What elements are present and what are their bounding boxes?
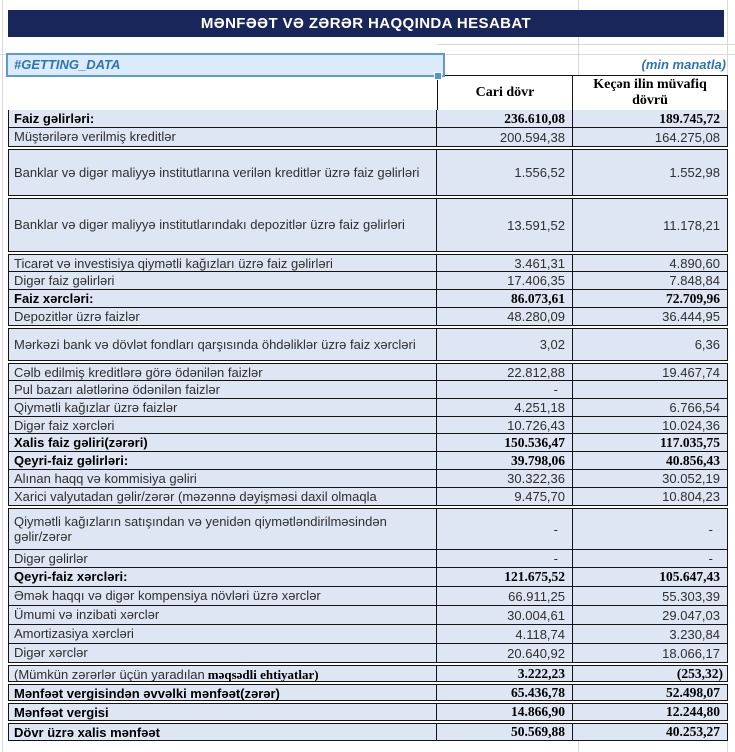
table-row [8, 625, 728, 644]
table-row [8, 606, 728, 625]
table-row [8, 550, 728, 568]
cell-previous[interactable]: - [573, 509, 728, 549]
cell-label[interactable]: Depozitlər üzrə faizlər [8, 308, 437, 325]
cell-previous[interactable]: 164.275,08 [573, 128, 728, 146]
cell-label[interactable]: Pul bazarı alətlərinə ödənilən faizlər [8, 381, 437, 398]
cell-current[interactable]: 4.118,74 [437, 625, 573, 643]
cell-label[interactable]: Banklar və digər maliyyə institutlarındakı depozitlər üzrə faiz gəlirləri [8, 199, 437, 251]
cell-label[interactable]: Qiymətli kağızlar üzrə faizlər [8, 399, 437, 416]
cell-current[interactable]: 4.251,18 [437, 399, 573, 416]
cell-current[interactable]: 22.812,88 [437, 364, 573, 380]
cell-previous[interactable]: - [573, 550, 728, 567]
table-row [8, 399, 728, 417]
table-row [8, 568, 728, 587]
table-row [8, 684, 728, 701]
cell-previous[interactable]: 3.230,84 [573, 625, 728, 643]
cell-previous[interactable]: 52.498,07 [573, 685, 728, 700]
table-row [8, 703, 728, 721]
cell-previous[interactable]: 189.745,72 [573, 110, 728, 127]
cell-previous[interactable]: 40.856,43 [573, 452, 728, 469]
cell-current[interactable]: 48.280,09 [437, 308, 573, 325]
table-row [8, 110, 728, 128]
cell-current[interactable]: 1.556,52 [437, 150, 573, 195]
cell-label[interactable]: Qeyri-faiz gəlirləri: [8, 452, 437, 469]
table-row [8, 149, 728, 196]
cell-label[interactable]: Qiymətli kağızların satışından və yenidən qiymətləndirilməsindən gəlir/zərər [8, 509, 437, 549]
cell-previous[interactable]: 6,36 [573, 329, 728, 360]
cell-label[interactable]: Əmək haqqı və digər kompensiya növləri üzrə xərclər [8, 587, 437, 605]
cell-current[interactable]: 3,02 [437, 329, 573, 360]
cell-previous[interactable]: 40.253,27 [573, 724, 728, 740]
corner-header-cell[interactable] [8, 75, 437, 110]
cell-previous[interactable]: 1.552,98 [573, 150, 728, 195]
table-row [8, 665, 728, 682]
cell-label[interactable]: Ticarət və investisiya qiymətli kağızları üzrə faiz gəlirləri [8, 255, 437, 271]
cell-label[interactable]: Ümumi və inzibati xərclər [8, 606, 437, 624]
cell-current[interactable]: 66.911,25 [437, 587, 573, 605]
cell-label[interactable]: Faiz xərcləri: [8, 290, 437, 307]
table-row [8, 290, 728, 308]
table-row [8, 723, 728, 741]
table-row [8, 328, 728, 361]
table-row [8, 128, 728, 147]
table-row [8, 508, 728, 550]
cell-current[interactable]: 121.675,52 [437, 568, 573, 586]
gridline [2, 0, 3, 752]
cell-current[interactable]: 3.461,31 [437, 255, 573, 271]
cell-label[interactable]: Digər faiz gəlirləri [8, 272, 437, 289]
cell-current[interactable]: 10.726,43 [437, 417, 573, 433]
cell-current[interactable]: 30.322,36 [437, 470, 573, 487]
table-row [8, 198, 728, 252]
cell-previous[interactable]: 12.244,80 [573, 704, 728, 720]
cell-previous[interactable]: 6.766,54 [573, 399, 728, 416]
table-row [8, 272, 728, 290]
cell-label[interactable]: Banklar və digər maliyyə institutlarına verilən kreditlər üzrə faiz gəlirləri [8, 150, 437, 195]
cell-previous[interactable]: 55.303,39 [573, 587, 728, 605]
cell-label[interactable]: Dövr üzrə xalis mənfəət [8, 724, 437, 740]
table-row [8, 644, 728, 663]
cell-current[interactable]: 86.073,61 [437, 290, 573, 307]
cell-previous[interactable]: 18.066,17 [573, 644, 728, 662]
label-bold-part: məqsədli ehtiyatlar) [207, 667, 319, 681]
cell-current[interactable]: 17.406,35 [437, 272, 573, 289]
table-row [8, 470, 728, 488]
cell-previous[interactable]: 4.890,60 [573, 255, 728, 271]
cell-label[interactable]: Alınan haqq və kommisiya gəliri [8, 470, 437, 487]
table-row [8, 417, 728, 434]
cell-label[interactable]: Qeyri-faiz xərcləri: [8, 568, 437, 586]
cell-current[interactable]: 200.594,38 [437, 128, 573, 146]
cell-current[interactable]: 20.640,92 [437, 644, 573, 662]
cell-current[interactable]: 13.591,52 [437, 199, 573, 251]
cell-label[interactable]: Digər faiz xərcləri [8, 417, 437, 433]
gridline [727, 741, 728, 752]
table-row [8, 363, 728, 381]
cell-label[interactable] [8, 666, 437, 681]
cell-current[interactable]: - [437, 509, 573, 549]
cell-current[interactable]: 50.569,88 [437, 724, 573, 740]
cell-current[interactable]: 236.610,08 [437, 110, 573, 127]
cell-current[interactable]: 30.004,61 [437, 606, 573, 624]
column-header-previous[interactable]: Keçən ilin müvafiq dövrü [573, 75, 728, 110]
cell-current[interactable]: - [437, 381, 573, 398]
table-row [8, 254, 728, 272]
table-row [8, 452, 728, 470]
cell-current[interactable]: 14.866,90 [437, 704, 573, 720]
cell-previous[interactable]: 10.024,36 [573, 417, 728, 433]
table-row [8, 381, 728, 399]
getting-data-cell[interactable]: #GETTING_DATA [6, 53, 445, 77]
cell-label[interactable]: Mənfəət vergisi [8, 704, 437, 720]
cell-label[interactable]: Amortizasiya xərcləri [8, 625, 437, 643]
cell-previous[interactable]: 11.178,21 [573, 199, 728, 251]
cell-current[interactable]: 150.536,47 [437, 434, 573, 451]
cell-previous[interactable]: 72.709,96 [573, 290, 728, 307]
cell-label[interactable]: Xarici valyutadan gəlir/zərər (məzənnə dəyişməsi daxil olmaqla [8, 488, 437, 505]
table-row [8, 587, 728, 606]
cell-current[interactable]: 65.436,78 [437, 685, 573, 700]
cell-label[interactable]: Müştərilərə verilmiş kreditlər [8, 128, 437, 146]
cell-label[interactable]: Xalis faiz gəliri(zərəri) [8, 434, 437, 451]
gridline [578, 741, 579, 752]
unit-note: (min manatla) [641, 57, 726, 72]
cell-previous[interactable]: (253,32) [573, 666, 728, 681]
cell-label[interactable]: Digər gəlirlər [8, 550, 437, 567]
cell-previous[interactable]: 7.848,84 [573, 272, 728, 289]
cell-current[interactable]: 39.798,06 [437, 452, 573, 469]
cell-previous[interactable]: 30.052,19 [573, 470, 728, 487]
column-header-current[interactable]: Cari dövr [437, 75, 573, 110]
selection-handle[interactable] [434, 72, 442, 80]
cell-previous[interactable]: 10.804,23 [573, 488, 728, 505]
report-title: MƏNFƏƏT VƏ ZƏRƏR HAQQINDA HESABAT [8, 10, 724, 37]
cell-previous[interactable]: 19.467,74 [573, 364, 728, 380]
cell-current[interactable]: 9.475,70 [437, 488, 573, 505]
table-row [8, 488, 728, 506]
table-header-row [8, 75, 728, 110]
cell-previous[interactable]: 29.047,03 [573, 606, 728, 624]
cell-previous[interactable] [573, 381, 728, 398]
cell-label[interactable]: Faiz gəlirləri: [8, 110, 437, 127]
cell-current[interactable]: - [437, 550, 573, 567]
cell-label[interactable]: Mənfəət vergisindən əvvəlki mənfəət(zərər) [8, 685, 437, 700]
cell-label[interactable]: Cəlb edilmiş kreditlərə görə ödənilən faizlər [8, 364, 437, 380]
cell-label[interactable]: Digər xərclər [8, 644, 437, 662]
table-row [8, 434, 728, 452]
cell-label[interactable]: Mərkəzi bank və dövlət fondları qarşısında öhdəliklər üzrə faiz xərcləri [8, 329, 437, 360]
cell-previous[interactable]: 105.647,43 [573, 568, 728, 586]
table-row [8, 308, 728, 326]
label-regular-part: (Mümkün zərərlər üçün yaradılan [14, 667, 205, 681]
cell-previous[interactable]: 117.035,75 [573, 434, 728, 451]
cell-current[interactable]: 3.222,23 [437, 666, 573, 681]
cell-previous[interactable]: 36.444,95 [573, 308, 728, 325]
report-table [8, 75, 728, 741]
gridline [437, 44, 735, 45]
gridline [727, 0, 728, 75]
